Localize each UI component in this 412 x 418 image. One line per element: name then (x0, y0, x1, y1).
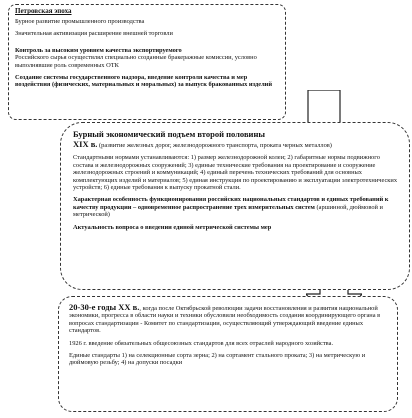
box2-standards-list: Стандартными нормами устанавливаются: 1) размер железнодорожной колеи; 2) габаритные нормы подвижного состава и железнодорожных сооружений; 3) единые технические требования на проектирование и сооружение железнодорожных строений и коммуникаций; 4) единый перечень технических требований для основных комплектующих изделий и материалов; 5) единая инструкция по проектированию и эксплуатации электротехнических устройств; 6) единые требования к выпуску прокатной стали. (73, 154, 398, 192)
twentieth-century-box (58, 296, 398, 412)
box3-1926: 1926 г. введение обязательных общесоюзных стандартов для всех отраслей народного хозяйства. (69, 339, 334, 347)
box1-item-trade: Значительная активизация расширение внешней торговли (15, 30, 173, 38)
box3-unified-standards: Единые стандарты 1) на селекционные сорта зерна; 2) на сортамент стального проката; 3) на метрическую и дюймовую резьбу; 4) на допуски посадки (69, 352, 366, 367)
box1-title: Петровская эпоха (15, 7, 72, 15)
box2-feature: Характерная особенность функционирования российских национальных стандартов и единых требований к качеству продукции – одновременное распространение трех измерительных систем (73, 196, 389, 211)
box2-subtitle: (развитие железных дорог, железнодорожного транспорта, проката черных металлов) (99, 142, 332, 149)
box2-century: XIX в. (73, 139, 98, 149)
petrine-era-box (8, 4, 286, 120)
box1-item-commissions: Российского сырья осуществлял специально созданные бракеражные комиссии, условно выполнявшие роль современных ОТК (15, 54, 257, 69)
box1-item-production: Бурное развитие промышленного производства (15, 18, 145, 25)
nineteenth-century-box (60, 122, 410, 290)
box3-intro: , когда после Октябрьской революции задачи восстановления и развития национальной экономики, прогресса в области науки и техники обусловили необходимость создания координирующего органа в вопросах стандартизации - Комитет по стандартизации, осуществляющий утверждающий введение единых стандартов. (69, 305, 381, 335)
box3-title: 20-30-е годы XX в. (69, 302, 140, 312)
box1-item-supervision: Создание системы государственного надзора, введение контроля качества и мер воздействия (физических, материальных и моральных) за выпуск бракованных изделий (15, 74, 273, 89)
box2-title: Бурный экономический подъем второй половины (73, 129, 265, 139)
box2-metric-system: Актуальность вопроса о введении единой метрической системы мер (73, 223, 272, 231)
box2-feature-note: (аршинной, дюймовой и метрической) (73, 203, 383, 219)
box1-item-control: Контроль за высоким уровнем качества экспортируемого (15, 46, 182, 54)
